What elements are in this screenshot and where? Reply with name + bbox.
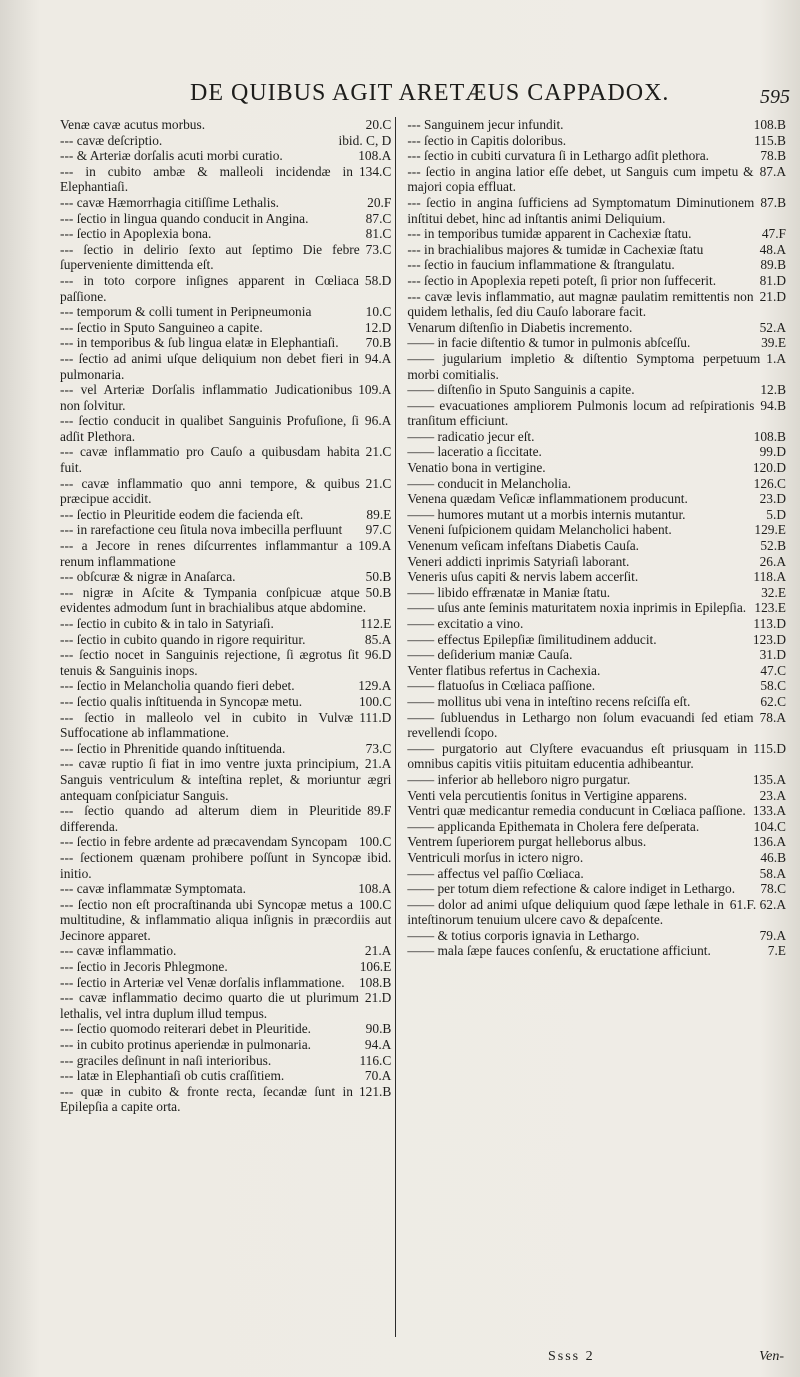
entry-reference: 70.A [364, 1068, 392, 1084]
index-entry [60, 476, 391, 507]
index-entry [60, 959, 391, 975]
index-entry [60, 1021, 391, 1037]
index-entry [60, 1053, 391, 1069]
entry-reference: 78.C [760, 881, 786, 897]
entry-reference: 21.D [759, 288, 786, 304]
entry-reference: 134.C [358, 163, 392, 179]
entry-text: Venti vela percutientis ſonitus in Vertigine apparens. [407, 787, 688, 803]
entry-text: --- ſectionem quænam prohibere poſſunt in Syncopæ initio. [60, 849, 362, 881]
entry-reference: 108.B [753, 117, 786, 132]
entry-reference: 129.E [754, 522, 786, 538]
entry-reference: 81.C [365, 226, 392, 242]
entry-reference: 129.A [358, 678, 392, 694]
entry-text: —— jugularium impletio & diſtentio Symptoma perpetuum morbi comitialis. [407, 350, 761, 382]
entry-text: --- in cubito protinus aperiendæ in pulmonaria. [60, 1037, 312, 1053]
entry-text: --- nigræ in Aſcite & Tympania conſpicuæ atque evidentes admodum ſunt in brachialibus atque abdomine. [60, 584, 367, 616]
index-entry [60, 1037, 391, 1053]
index-entry [60, 647, 391, 678]
entry-text: --- ſectio in faucium inflammatione & ſtrangulatu. [407, 257, 675, 273]
entry-text: --- ſectio in Arteriæ vel Venæ dorſalis inflammatione. [60, 974, 345, 990]
entry-reference: 99.D [759, 444, 786, 460]
entry-text: —— in facie diſtentio & tumor in pulmonis abſceſſu. [407, 335, 691, 351]
entry-text: --- ſectio in Apoplexia bona. [60, 226, 212, 242]
entry-text: Ventrem ſuperiorem purgat helleborus albus. [407, 834, 647, 850]
entry-reference: 21.A [364, 943, 392, 959]
right-column [397, 117, 786, 1337]
index-entry [407, 335, 786, 351]
entry-text: —— dolor ad animi uſque deliquium quod ſæpe lethale in inteſtinorum tenuium ulcere cavo & depaſcente. [407, 896, 724, 928]
index-entry [60, 741, 391, 757]
entry-text: --- ſectio in Pleuritide eodem die facienda eſt. [60, 506, 304, 522]
entry-text: —— mollitus ubi vena in inteſtino recens reſciſſa eſt. [407, 693, 691, 709]
entry-reference: 52.B [760, 538, 786, 554]
entry-text: —— radicatio jecur eſt. [407, 428, 535, 444]
index-entry [60, 616, 391, 632]
entry-text: Veneri addicti inprimis Satyriaſi laborant. [407, 553, 630, 569]
entry-reference: 10.C [365, 304, 392, 320]
entry-reference: 97.C [365, 522, 392, 538]
entry-reference: 7.E [767, 943, 786, 959]
entry-text: Venena quædam Veſicæ inflammationem producunt. [407, 491, 688, 507]
index-entry [60, 632, 391, 648]
entry-reference: 136.A [752, 834, 786, 850]
index-entry [407, 600, 786, 616]
entry-text: —— uſus ante ſeminis maturitatem noxia inprimis in Epilepſia. [407, 600, 747, 616]
entry-text: --- ſectio nocet in Sanguinis rejectione, ſi ægrotus ſit tenuis & Sanguinis inops. [60, 647, 359, 678]
index-entry [407, 195, 786, 226]
index-entry [407, 819, 786, 835]
entry-text: --- ſectio in cubiti curvatura ſi in Lethargo adſit plethora. [407, 148, 710, 164]
entry-reference: 111.D [359, 709, 392, 725]
index-entry [407, 678, 786, 694]
entry-reference: 58.C [760, 678, 786, 694]
entry-text: --- ſectio in angina latior eſſe debet, ut Sanguis cum impetu & majori copia effluat. [407, 163, 754, 195]
entry-reference: 94.A [364, 350, 392, 366]
index-entry [60, 413, 391, 444]
index-entry [407, 257, 786, 273]
index-entry [60, 585, 391, 616]
entry-text: --- obſcuræ & nigræ in Anaſarca. [60, 569, 236, 585]
entry-text: --- ſectio in Melancholia quando fieri debet. [60, 678, 295, 694]
entry-reference: 20.C [365, 117, 392, 132]
entry-text: --- cavæ inflammatio. [60, 943, 177, 959]
entry-reference: 78.A [759, 709, 786, 725]
entry-text: --- latæ in Elephantiaſi ob cutis craſſitiem. [60, 1068, 285, 1084]
entry-reference: 61.F. 62.A [729, 896, 786, 912]
entry-reference: 81.D [759, 272, 786, 288]
index-entry [407, 788, 786, 804]
entry-text: --- ſectio in Apoplexia repeti poteſt, ſi prior non ſuffecerit. [407, 272, 717, 288]
index-entry [60, 304, 391, 320]
index-entry [60, 975, 391, 991]
entry-reference: 135.A [752, 771, 786, 787]
entry-text: —— humores mutant ut a morbis internis mutantur. [407, 506, 686, 522]
entry-text: --- cavæ levis inflammatio, aut magnæ paulatim remittentis non quidem lethalis, ſed diu Cauſo laborare facit. [407, 288, 754, 320]
index-entry [60, 881, 391, 897]
index-entry [60, 1084, 391, 1115]
index-entry [407, 881, 786, 897]
entry-reference: 123.E [754, 600, 786, 616]
entry-reference: 115.D [753, 740, 786, 756]
index-entry [60, 943, 391, 959]
entry-text: —— evacuationes ampliorem Pulmonis locum ad reſpirationis tranſitum efficiunt. [407, 397, 755, 429]
column-divider [395, 117, 396, 1337]
entry-text: Venatio bona in vertigine. [407, 460, 546, 476]
index-entry [407, 148, 786, 164]
entry-text: --- in temporibus & ſub lingua elatæ in Elephantiaſi. [60, 335, 339, 351]
index-entry [60, 990, 391, 1021]
entry-reference: 104.C [753, 818, 786, 834]
entry-reference: 20.F [367, 194, 392, 210]
entry-text: --- ſectio ad animi uſque deliquium non debet fieri in pulmonaria. [60, 350, 359, 382]
index-entry [407, 897, 786, 928]
entry-text: --- quæ in cubito & fronte recta, ſecandæ ſunt in Epilepſia a capite orta. [60, 1083, 353, 1115]
entry-reference: 5.D [766, 506, 786, 522]
entry-text: --- in rarefactione ceu ſitula nova imbecilla perfluunt [60, 522, 343, 538]
entry-reference: 96.D [364, 647, 392, 663]
index-entry [407, 491, 786, 507]
entry-reference: 96.A [364, 413, 392, 429]
index-entry [407, 320, 786, 336]
entry-reference: 39.E [761, 335, 786, 351]
entry-text: —— per totum diem refectione & calore indiget in Lethargo. [407, 881, 736, 897]
entry-text: --- ſectio in delirio ſexto aut ſeptimo Die febre ſuperveniente dimittenda eſt. [60, 241, 360, 273]
entry-reference: 52.A [759, 319, 786, 335]
entry-reference: 73.C [365, 740, 392, 756]
entry-reference: 48.A [759, 241, 786, 257]
entry-reference: 120.D [752, 460, 786, 476]
entry-reference: 108.B [753, 428, 786, 444]
entry-text: --- ſectio in Jecoris Phlegmone. [60, 959, 228, 975]
entry-reference: 89.B [760, 257, 786, 273]
index-entry [407, 694, 786, 710]
entry-reference: ibid. [367, 849, 392, 865]
entry-reference: 118.A [753, 569, 786, 585]
entry-text: --- vel Arteriæ Dorſalis inflammatio Judicationibus non ſolvitur. [60, 382, 353, 413]
entry-text: --- temporum & colli tument in Peripneumonia [60, 304, 312, 320]
index-entry [407, 632, 786, 648]
entry-reference: 23.D [759, 491, 786, 507]
index-entry [407, 164, 786, 195]
entry-reference: 21.D [364, 990, 392, 1006]
entry-reference: ibid. C, D [338, 132, 392, 148]
entry-text: --- Sanguinem jecur infundit. [407, 117, 564, 132]
entry-text: --- ſectio in malleolo vel in cubito in Vulvæ Suffocatione ab inflammatione. [60, 709, 354, 741]
index-entry [407, 616, 786, 632]
index-entry [407, 928, 786, 944]
entry-reference: 100.C [358, 896, 392, 912]
entry-reference: 58.A [759, 865, 786, 881]
entry-text: —— diſtenſio in Sputo Sanguinis a capite. [407, 382, 635, 398]
index-entry [60, 507, 391, 523]
entry-reference: 31.D [759, 647, 786, 663]
entry-reference: 47.F [761, 226, 786, 242]
index-entry [60, 694, 391, 710]
entry-reference: 113.D [753, 616, 786, 631]
catchword: Ven- [759, 1349, 784, 1364]
index-entry [407, 242, 786, 258]
entry-text: --- ſectio qualis inſtituenda in Syncopæ metu. [60, 693, 303, 709]
entry-reference: 108.A [358, 148, 392, 164]
index-entry [60, 803, 391, 834]
entry-reference: 79.A [759, 927, 786, 943]
index-entry [407, 398, 786, 429]
index-entry [60, 273, 391, 304]
index-entry [60, 226, 391, 242]
index-entry [407, 133, 786, 149]
entry-text: --- ſectio non eſt procraſtinanda ubi Syncopæ metus a multitudine, & inflammatio aliqua inſignis in præcordiis aut Jecinore apparet. [60, 896, 392, 943]
entry-text: --- ſectio in lingua quando conducit in Angina. [60, 210, 309, 226]
entry-text: --- cavæ inflammatio decimo quarto die ut plurimum lethalis, vel intra duplum illud tempus. [60, 990, 359, 1021]
entry-reference: 112.E [360, 616, 392, 631]
entry-reference: 85.A [364, 631, 392, 647]
index-entry [407, 834, 786, 850]
index-entry [407, 741, 786, 772]
entry-reference: 26.A [759, 553, 786, 569]
entry-reference: 21.C [365, 444, 392, 460]
entry-reference: 47.C [760, 662, 786, 678]
entry-text: --- cavæ inflammatio quo anni tempore, & quibus præcipue accidit. [60, 475, 360, 507]
entry-reference: 109.A [358, 382, 392, 398]
index-entry [407, 585, 786, 601]
index-entry [60, 678, 391, 694]
entry-text: Veneni ſuſpicionem quidam Melancholici habent. [407, 522, 672, 538]
entry-text: --- in cubito ambæ & malleoli incidendæ in Elephantiaſi. [60, 163, 353, 195]
index-entry [407, 772, 786, 788]
index-entry [60, 164, 391, 195]
entry-text: --- ſectio in cubito & in talo in Satyriaſi. [60, 616, 274, 631]
index-entry [407, 850, 786, 866]
entry-text: —— mala ſæpe fauces conſenſu, & eructatione afficiunt. [407, 943, 711, 959]
entry-reference: 23.A [759, 787, 786, 803]
entry-reference: 12.D [364, 319, 392, 335]
signature-mark: Ssss 2 [548, 1349, 595, 1364]
entry-reference: 89.E [366, 506, 392, 522]
entry-text: --- ſectio in cubito quando in rigore requiritur. [60, 631, 306, 647]
index-entry [407, 273, 786, 289]
index-entry [60, 569, 391, 585]
entry-text: --- in temporibus tumidæ apparent in Cachexiæ ſtatu. [407, 226, 692, 242]
entry-text: —— effectus Epilepſiæ ſimilitudinem adducit. [407, 631, 657, 647]
entry-text: —— inferior ab helleboro nigro purgatur. [407, 771, 631, 787]
index-entry [407, 943, 786, 959]
index-entry [60, 335, 391, 351]
entry-reference: 12.B [760, 382, 786, 398]
entry-text: —— applicanda Epithemata in Cholera fere deſperata. [407, 818, 700, 834]
entry-text: —— flatuoſus in Cœliaca paſſione. [407, 678, 596, 694]
entry-reference: 100.C [358, 693, 392, 709]
entry-text: —— affectus vel paſſio Cœliaca. [407, 865, 584, 881]
entry-text: --- ſectio conducit in qualibet Sanguinis Profuſione, ſi adſit Plethora. [60, 413, 359, 444]
running-head: DE QUIBUS AGIT ARETÆUS CAPPADOX. [190, 80, 670, 106]
entry-reference: 89.F [367, 803, 392, 819]
index-entry [60, 897, 391, 944]
entry-text: --- ſectio quando ad alterum diem in Pleuritide differenda. [60, 803, 362, 834]
entry-text: --- a Jecore in renes diſcurrentes inflammantur a renum inflammatione [60, 538, 353, 569]
index-entry [407, 522, 786, 538]
entry-reference: 50.B [365, 569, 392, 585]
entry-text: —— & totius corporis ignavia in Lethargo. [407, 927, 640, 943]
entry-reference: 21.A [364, 756, 392, 772]
index-entry [60, 242, 391, 273]
entry-text: Venarum diſtenſio in Diabetis incremento. [407, 319, 633, 335]
entry-reference: 100.C [358, 834, 392, 850]
entry-text: —— ſubluendus in Lethargo non ſolum evacuandi ſed etiam revellendi ſcopo. [407, 709, 754, 741]
index-entry [60, 133, 391, 149]
entry-reference: 108.B [358, 974, 392, 990]
entry-text: Ventriculi morſus in ictero nigro. [407, 849, 584, 865]
entry-text: Ventri quæ medicantur remedia conducunt in Cœliaca paſſione. [407, 803, 746, 819]
page-number: 595 [760, 86, 790, 108]
entry-text: --- & Arteriæ dorſalis acuti morbi curatio. [60, 148, 283, 164]
index-entry [60, 444, 391, 475]
index-entry [407, 460, 786, 476]
entry-reference: 87.B [760, 194, 786, 210]
entry-text: Venter flatibus refertus in Cachexia. [407, 662, 601, 678]
entry-text: —— conducit in Melancholia. [407, 475, 571, 491]
entry-text: --- cavæ ruptio ſi fiat in imo ventre juxta principium, Sanguis ventriculum & inteſtina replet, & moriuntur ægri antequam conſpiciatur Sanguis. [60, 756, 392, 803]
entry-text: --- ſectio quomodo reiterari debet in Pleuritide. [60, 1021, 311, 1037]
entry-text: --- cavæ inflammatæ Symptomata. [60, 881, 246, 897]
entry-reference: 123.D [752, 631, 786, 647]
entry-text: --- ſectio in febre ardente ad præcavendam Syncopam [60, 834, 348, 850]
entry-reference: 108.A [358, 881, 392, 897]
entry-reference: 133.A [752, 803, 786, 819]
entry-reference: 87.A [759, 163, 786, 179]
index-entry [407, 289, 786, 320]
entry-reference: 126.C [753, 475, 786, 491]
index-entry [60, 710, 391, 741]
entry-text: --- in toto corpore inſignes apparent in Cœliaca paſſione. [60, 272, 359, 304]
index-entry [407, 476, 786, 492]
index-entry [407, 226, 786, 242]
entry-text: --- cavæ Hæmorrhagia citiſſime Lethalis. [60, 194, 280, 210]
index-entry [407, 663, 786, 679]
index-entry [407, 554, 786, 570]
entry-text: —— deſiderium maniæ Cauſa. [407, 647, 573, 663]
index-entry [60, 522, 391, 538]
entry-reference: 121.B [358, 1083, 392, 1099]
index-entry [407, 382, 786, 398]
entry-text: --- in brachialibus majores & tumidæ in Cachexiæ ſtatu [407, 241, 704, 257]
entry-text: --- cavæ deſcriptio. [60, 132, 163, 148]
entry-reference: 94.A [364, 1037, 392, 1053]
entry-reference: 87.C [365, 210, 392, 226]
index-entry [60, 211, 391, 227]
entry-reference: 32.E [761, 584, 786, 600]
entry-reference: 46.B [760, 849, 786, 865]
entry-text: --- ſectio in angina ſufficiens ad Symptomatum Diminutionem inſtitui debet, hinc ad inſtantis animi Deliquium. [407, 194, 755, 226]
entry-reference: 50.B [365, 584, 392, 600]
entry-text: --- ſectio in Phrenitide quando inſtituenda. [60, 740, 286, 756]
index-entry [60, 1068, 391, 1084]
index-entry [407, 444, 786, 460]
index-entry [60, 148, 391, 164]
entry-text: --- ſectio in Sputo Sanguineo a capite. [60, 319, 263, 335]
index-entry [407, 507, 786, 523]
entry-reference: 58.D [364, 272, 392, 288]
entry-reference: 21.C [365, 475, 392, 491]
entry-text: Venæ cavæ acutus morbus. [60, 117, 206, 132]
index-entry [60, 834, 391, 850]
entry-text: --- graciles deſinunt in naſi interioribus. [60, 1052, 272, 1068]
index-entry [407, 351, 786, 382]
entry-reference: 109.A [358, 538, 392, 554]
entry-reference: 106.E [359, 959, 392, 975]
index-entry [407, 866, 786, 882]
entry-reference: 62.C [760, 693, 786, 709]
entry-reference: 115.B [754, 132, 786, 148]
entry-text: --- cavæ inflammatio pro Cauſo a quibusdam habita fuit. [60, 444, 360, 476]
entry-reference: 116.C [359, 1052, 392, 1068]
index-entry [407, 647, 786, 663]
entry-text: —— excitatio a vino. [407, 616, 524, 631]
entry-reference: 90.B [365, 1021, 392, 1037]
entry-text: Veneris uſus capiti & nervis labem accerſit. [407, 569, 639, 585]
entry-text: —— purgatorio aut Clyſtere evacuandus eſt priusquam in omnibus capitis vitiis pituitam educentia adhibeantur. [407, 740, 748, 772]
index-entry [407, 538, 786, 554]
index-entry [60, 850, 391, 881]
index-entry [60, 195, 391, 211]
index-entry [60, 538, 391, 569]
entry-text: --- ſectio in Capitis doloribus. [407, 132, 567, 148]
index-entry [407, 117, 786, 133]
index-entry [60, 756, 391, 803]
entry-text: Venenum veſicam infeſtans Diabetis Cauſa. [407, 538, 639, 554]
index-entry [407, 569, 786, 585]
index-entry [407, 710, 786, 741]
left-column [60, 117, 391, 1337]
index-entry [60, 382, 391, 413]
page-header [190, 80, 790, 110]
index-entry [60, 351, 391, 382]
index-columns [60, 117, 786, 1337]
entry-reference: 78.B [760, 148, 786, 164]
index-entry [60, 320, 391, 336]
entry-reference: 1.A [766, 350, 786, 366]
index-entry [407, 803, 786, 819]
index-entry [60, 117, 391, 133]
entry-reference: 73.C [365, 241, 392, 257]
entry-reference: 94.B [760, 397, 786, 413]
index-entry [407, 429, 786, 445]
entry-text: —— laceratio a ſiccitate. [407, 444, 542, 460]
entry-reference: 70.B [365, 335, 392, 351]
entry-text: —— libido effrænatæ in Maniæ ſtatu. [407, 584, 611, 600]
